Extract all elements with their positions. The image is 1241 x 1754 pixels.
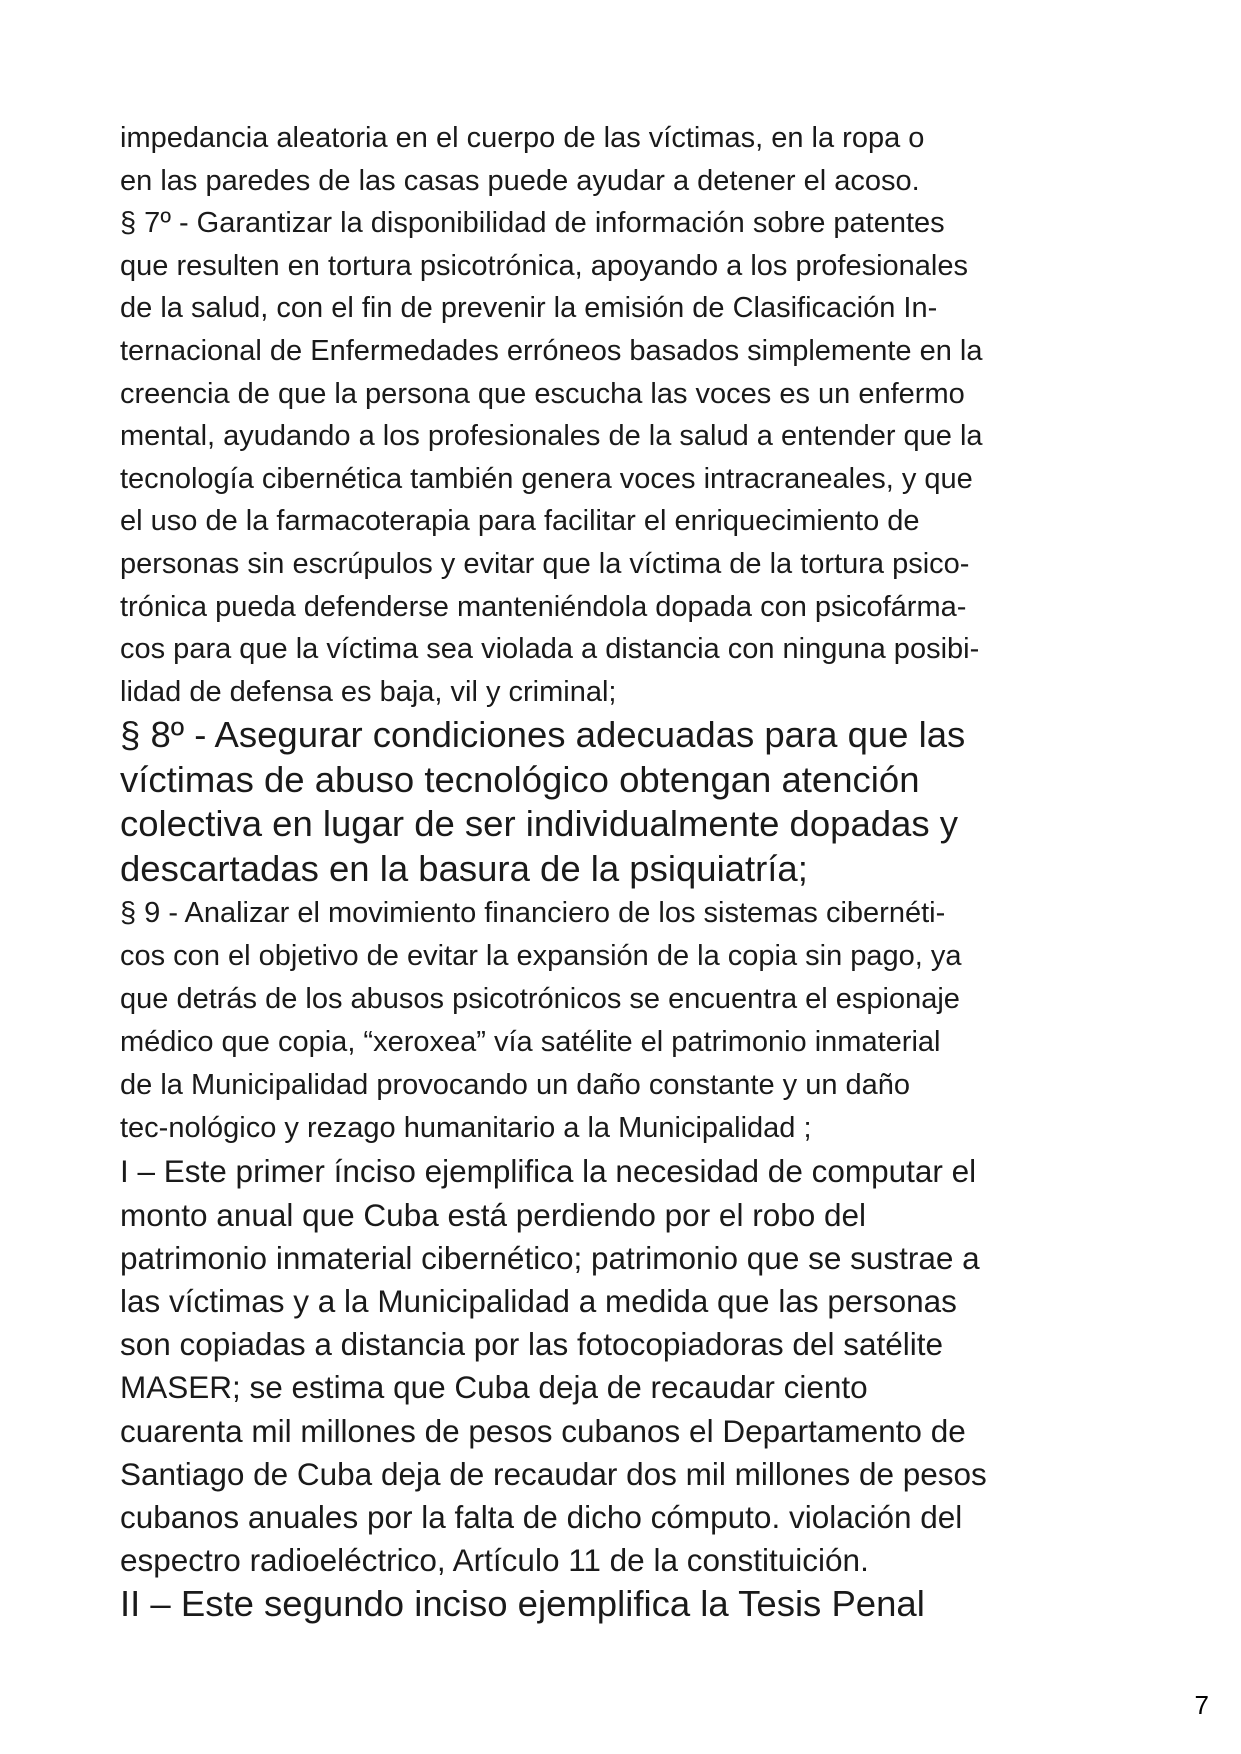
text-line: cos para que la víctima sea violada a distancia con ninguna posibi- (120, 633, 980, 666)
text-line: son copiadas a distancia por las fotocopiadoras del satélite (120, 1326, 944, 1363)
section-7-paragraph (120, 202, 1130, 713)
text-line: ternacional de Enfermedades erróneos basados simplemente en la (120, 334, 983, 367)
text-line: de la salud, con el fin de prevenir la emisión de Clasificación In- (120, 292, 938, 325)
text-line: creencia de que la persona que escucha las voces es un enfermo (120, 377, 965, 410)
text-line: monto anual que Cuba está perdiendo por el robo del (120, 1196, 867, 1233)
text-line: § 9 - Analizar el movimiento financiero de los sistemas cibernéti- (120, 897, 946, 930)
text-line: Santiago de Cuba deja de recaudar dos mil millones de pesos (120, 1455, 987, 1492)
page-number: 7 (1194, 1690, 1209, 1720)
text-line: cuarenta mil millones de pesos cubanos el Departamento de (120, 1412, 966, 1449)
text-line: MASER; se estima que Cuba deja de recaudar ciento (120, 1369, 868, 1406)
text-line: cubanos anuales por la falta de dicho cómputo. violación del (120, 1498, 963, 1535)
text-line: médico que copia, “xeroxea” vía satélite el patrimonio inmaterial (120, 1026, 941, 1059)
text-line: cos con el objetivo de evitar la expansión de la copia sin pago, ya (120, 940, 962, 973)
inciso-i-paragraph (120, 1150, 1130, 1582)
text-line: víctimas de abuso tecnológico obtengan atención (120, 758, 920, 800)
text-line: tecnología cibernética también genera voces intracraneales, y que (120, 462, 973, 495)
text-line: de la Municipalidad provocando un daño constante y un daño (120, 1069, 911, 1102)
text-line: § 8º - Asegurar condiciones adecuadas para que las (120, 714, 966, 756)
text-line: las víctimas y a la Municipalidad a medida que las personas (120, 1282, 957, 1319)
text-line: espectro radioeléctrico, Artículo 11 de la constituición. (120, 1542, 869, 1579)
text-line: colectiva en lugar de ser individualmente dopadas y (120, 803, 958, 845)
inciso-ii-paragraph (120, 1582, 1130, 1626)
section-8-paragraph (120, 713, 1130, 891)
document-page (120, 117, 1130, 1626)
text-line: el uso de la farmacoterapia para facilitar el enriquecimiento de (120, 505, 920, 538)
text-line: que resulten en tortura psicotrónica, apoyando a los profesionales (120, 249, 968, 282)
text-line: trónica pueda defenderse manteniéndola dopada con psicofárma- (120, 590, 967, 623)
text-line: que detrás de los abusos psicotrónicos se encuentra el espionaje (120, 983, 960, 1016)
text-line: II – Este segundo inciso ejemplifica la Tesis Penal (120, 1583, 925, 1625)
text-line: § 7º - Garantizar la disponibilidad de información sobre patentes (120, 207, 945, 240)
text-line: tec-nológico y rezago humanitario a la Municipalidad ; (120, 1112, 812, 1145)
text-line: en las paredes de las casas puede ayudar a detener el acoso. (120, 164, 920, 197)
paragraph-impedancia (120, 117, 1130, 202)
text-line: impedancia aleatoria en el cuerpo de las víctimas, en la ropa o (120, 122, 925, 154)
text-line: I – Este primer ínciso ejemplifica la necesidad de computar el (120, 1153, 977, 1190)
text-line: descartadas en la basura de la psiquiatría; (120, 847, 808, 889)
section-9-paragraph (120, 892, 1130, 1150)
text-line: mental, ayudando a los profesionales de la salud a entender que la (120, 420, 983, 453)
text-line: patrimonio inmaterial cibernético; patrimonio que se sustrae a (120, 1239, 980, 1276)
text-line: personas sin escrúpulos y evitar que la víctima de la tortura psico- (120, 547, 970, 580)
text-line: lidad de defensa es baja, vil y criminal; (120, 675, 617, 708)
